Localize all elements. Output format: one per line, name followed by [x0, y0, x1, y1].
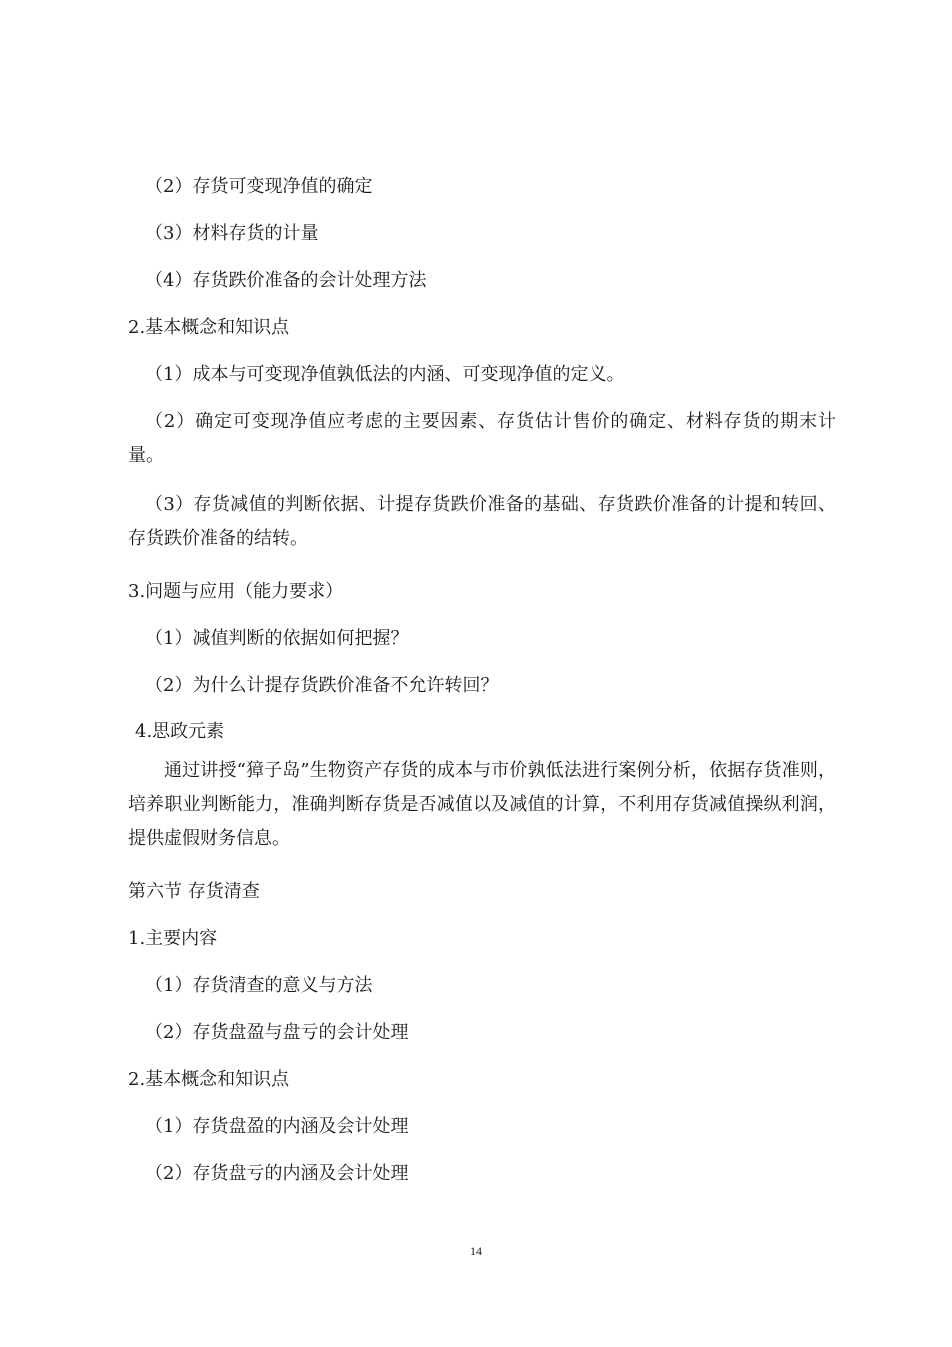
concept-inventory-shortage: （2）存货盘亏的内涵及会计处理 — [145, 1163, 409, 1184]
concept-inventory-surplus: （1）存货盘盈的内涵及会计处理 — [145, 1116, 409, 1137]
item-impairment-provision-accounting: （4）存货跌价准备的会计处理方法 — [145, 270, 427, 291]
page-number: 14 — [470, 1244, 482, 1258]
concept-lower-of-cost-or-nrv: （1）成本与可变现净值孰低法的内涵、可变现净值的定义。 — [145, 364, 625, 385]
item-inventory-nrv-determination: （2）存货可变现净值的确定 — [145, 176, 373, 197]
concept-nrv-factors: （2）确定可变现净值应考虑的主要因素、存货估计售价的确定、材料存货的期末计量。 — [128, 411, 836, 466]
heading-ideological-elements: 4.思政元素 — [135, 721, 225, 742]
item-surplus-shortage-accounting: （2）存货盘盈与盘亏的会计处理 — [145, 1022, 409, 1043]
item-count-purpose-method: （1）存货清查的意义与方法 — [145, 975, 373, 996]
heading-questions-application: 3.问题与应用（能力要求） — [128, 581, 344, 602]
concept-impairment-basis: （3）存货减值的判断依据、计提存货跌价准备的基础、存货跌价准备的计提和转回、存货跌价准备的结转。 — [128, 494, 836, 549]
question-impairment-judgement: （1）减值判断的依据如何把握？ — [145, 628, 409, 649]
item-material-inventory-measurement: （3）材料存货的计量 — [145, 223, 319, 244]
paragraph-zhangzidao-case: 通过讲授“獐子岛”生物资产存货的成本与市价孰低法进行案例分析，依据存货准则，培养职业判断能力，准确判断存货是否减值以及减值的计算，不利用存货减值操纵利润，提供虚假财务信息。 — [128, 760, 836, 849]
question-provision-reversal: （2）为什么计提存货跌价准备不允许转回？ — [145, 675, 499, 696]
heading-main-content: 1.主要内容 — [128, 928, 218, 949]
heading-basic-concepts: 2.基本概念和知识点 — [128, 317, 290, 338]
heading-basic-concepts-2: 2.基本概念和知识点 — [128, 1069, 290, 1090]
section-title-inventory-count: 第六节 存货清查 — [128, 881, 260, 902]
